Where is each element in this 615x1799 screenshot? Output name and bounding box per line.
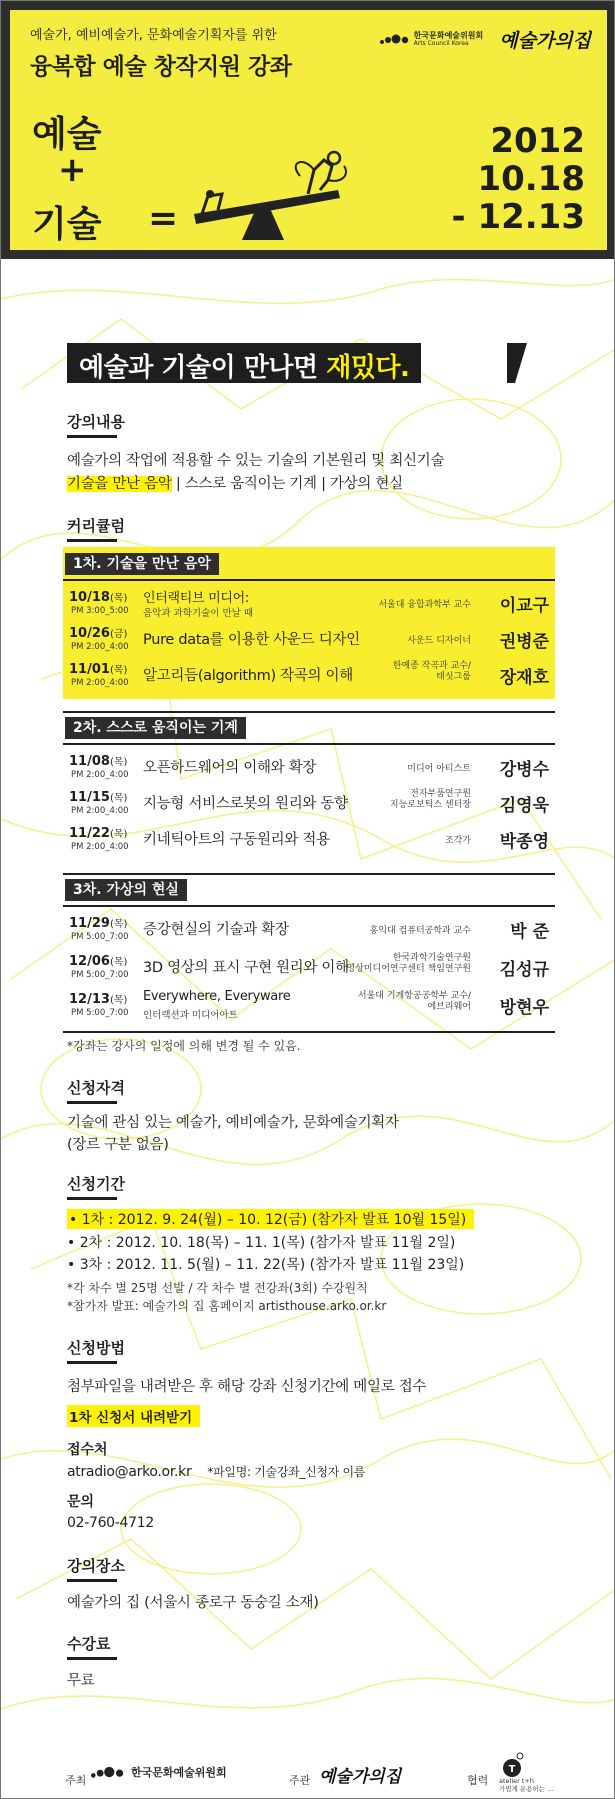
row-lecturer: 박 준: [510, 922, 549, 942]
table-row: [63, 913, 555, 947]
row-lecturer: 장재호: [499, 668, 549, 688]
headline-plus: +: [58, 150, 87, 190]
eligibility-heading: 신청자격: [67, 1077, 125, 1104]
lecture-line2: [67, 472, 403, 493]
eligibility-line1: 기술에 관심 있는 예술가, 예비예술가, 문화예술기획자: [67, 1115, 399, 1131]
period-second: • 2차 : 2012. 10. 18(목) – 11. 1(목) (참가자 발표 11월 2일): [67, 1235, 456, 1251]
row-lecturer: 권병준: [499, 632, 549, 652]
period-first: • 1차 : 2012. 9. 24(월) – 10. 12(금) (참가자 발표 10월 15일): [67, 1209, 474, 1229]
row-subtitle: 음악과 과학기술이 만날 때: [143, 608, 254, 619]
row-affiliation: 서울대 기계항공공학부 교수/ 에브리웨어: [357, 991, 471, 1013]
row-time: PM 2:00_4:00: [71, 806, 129, 816]
row-lecturer: 방현우: [499, 998, 549, 1018]
row-affiliation: 사운드 디자이너: [407, 636, 471, 646]
slogan-main: 예술과 기술이 만나면: [79, 353, 327, 383]
period-note2: *참가자 발표: 예술가의 집 홈페이지 artisthouse.arko.or.kr: [67, 1299, 387, 1313]
host-logo: [89, 1764, 227, 1780]
poster-header: [1, 1, 615, 259]
row-lecturer: 김성규: [499, 960, 549, 980]
part1-title: 1차. 기술을 만난 음악: [65, 553, 219, 575]
row-title: 인터랙티브 미디어:: [143, 591, 249, 606]
row-date: 10/18(목): [69, 590, 128, 605]
atelier-logo-icon: [499, 1752, 525, 1778]
part3-rule: [63, 905, 555, 907]
part3-bottom-rule: [63, 1031, 555, 1033]
event-year: 2012: [490, 121, 585, 161]
host-label: 주최: [65, 1774, 87, 1787]
receive-line: [67, 1463, 365, 1480]
row-affiliation: 한예종 작곡과 교수/ 태싯그룹: [392, 661, 471, 683]
row-time: PM 3:00_5:00: [71, 606, 129, 616]
row-date: 12/06(목): [69, 954, 128, 969]
row-lecturer: 이교구: [499, 596, 549, 616]
table-row: [63, 951, 555, 985]
row-affiliation: 홍익대 컴퓨터공학과 교수: [369, 926, 471, 936]
curriculum-part2: [63, 711, 555, 861]
curriculum-part1: [63, 547, 555, 699]
method-heading: 신청방법: [67, 1337, 125, 1364]
header-logos: [379, 26, 591, 53]
organizer-label: 주관: [289, 1774, 311, 1787]
row-title: 3D 영상의 표시 구현 원리와 이해: [143, 960, 349, 976]
lecture-highlight: 기술을 만난 음악: [67, 476, 172, 492]
table-row: [63, 989, 555, 1023]
fee-heading: 수강료: [67, 1633, 117, 1660]
row-subtitle: 인터랙션과 미디어아트: [143, 1010, 238, 1021]
row-affiliation: 전자부품연구원 지능로보틱스 센터장: [389, 789, 471, 811]
lecture-line1: 예술가의 작업에 적용할 수 있는 기술의 기본원리 및 최신기술: [67, 453, 445, 469]
event-date-start: 10.18: [477, 159, 585, 200]
period-heading: 신청기간: [67, 1173, 125, 1200]
row-affiliation: 미디어 아티스트: [407, 764, 471, 774]
host-name: 한국문화예술위원회: [131, 1766, 227, 1779]
partner-label: 협력: [467, 1774, 489, 1787]
table-row: [63, 587, 555, 621]
row-time: PM 5:00_7:00: [71, 932, 129, 942]
svg-text:T: T: [508, 1764, 516, 1775]
row-affiliation: 한국과학기술연구원 영상미디어연구센터 책임연구원: [346, 953, 471, 975]
download-form-button[interactable]: 1차 신청서 내려받기: [67, 1405, 200, 1427]
header-subtitle: 예술가, 예비예술가, 문화예술기획자를 위한: [30, 28, 277, 43]
event-dates: [452, 122, 586, 236]
row-date: 12/13(목): [69, 992, 128, 1007]
curriculum-heading: 커리큘럼: [67, 515, 125, 542]
headline-art: 예술: [32, 114, 102, 155]
slogan-highlight: 재밌다.: [326, 353, 410, 383]
row-title: 지능형 서비스로봇의 원리와 동향: [143, 796, 348, 812]
table-row: [63, 823, 555, 857]
table-row: [63, 623, 555, 657]
table-row: [63, 659, 555, 693]
row-time: PM 2:00_4:00: [71, 842, 129, 852]
contact-phone: 02-760-4712: [67, 1515, 154, 1531]
row-lecturer: 강병수: [499, 760, 549, 780]
part3-title: 3차. 가상의 현실: [65, 879, 187, 901]
period-third: • 3차 : 2012. 11. 5(월) – 11. 22(목) (참가자 발표 11월 23일): [67, 1257, 465, 1273]
row-time: PM 5:00_7:00: [71, 970, 129, 980]
seesaw-robot-illustration: [188, 150, 368, 246]
period-note1: *각 차수 별 25명 선발 / 각 차수 별 전강좌(3회) 수강원칙: [67, 1281, 368, 1295]
row-affiliation: 서울대 융합과학부 교수: [378, 600, 471, 610]
filename-note: *파일명: 기술강좌_신청자 이름: [207, 1465, 366, 1479]
contact-heading: 문의: [67, 1494, 95, 1510]
event-date-end: - 12.13: [451, 197, 585, 238]
receive-heading: 접수처: [67, 1442, 108, 1458]
lecture-heading: 강의내용: [67, 411, 125, 438]
curriculum-part3: [63, 873, 555, 1033]
row-title: 오픈하드웨어의 이해와 확장: [143, 760, 317, 776]
lecture-line2-rest: | 스스로 움직이는 기계 | 가상의 현실: [171, 476, 403, 492]
row-time: PM 2:00_4:00: [71, 770, 129, 780]
eligibility-line2: (장르 구분 없음): [67, 1137, 169, 1153]
venue-heading: 강의장소: [67, 1555, 125, 1582]
arko-logo-en: Arts Council Korea: [413, 39, 469, 47]
row-affiliation: 조각가: [444, 836, 471, 846]
poster-footer: [1, 1746, 615, 1799]
row-date: 11/29(목): [69, 916, 128, 931]
row-title: 알고리듬(algorithm) 작곡의 이해: [143, 668, 353, 684]
arko-logo-text: 한국문화예술위원회: [413, 31, 484, 41]
part1-rule: [63, 579, 555, 581]
headline-tech: 기술: [32, 204, 102, 245]
row-time: PM 2:00_4:00: [71, 642, 129, 652]
fee-line: 무료: [67, 1673, 95, 1689]
organizer-logo: 예술가의집: [319, 1767, 402, 1787]
header-title: 융복합 예술 창작지원 강좌: [30, 54, 292, 80]
row-title: 증강현실의 기술과 확장: [143, 922, 289, 938]
part2-rule: [63, 743, 555, 745]
row-lecturer: 김영욱: [499, 796, 549, 816]
arko-dots-icon: [89, 1764, 125, 1780]
row-date: 11/22(목): [69, 826, 128, 841]
artist-house-logo: 예술가의집: [499, 30, 591, 52]
arko-logo: [379, 31, 484, 47]
table-row: [63, 787, 555, 821]
venue-line: 예술가의 집 (서울시 종로구 동숭길 소재): [67, 1595, 319, 1611]
slogan-banner: [67, 343, 421, 383]
headline-equals: =: [148, 198, 179, 239]
row-time: PM 2:00_4:00: [71, 678, 129, 688]
row-title: Pure data를 이용한 사운드 디자인: [143, 632, 360, 648]
row-date: 11/15(목): [69, 790, 128, 805]
table-row: [63, 751, 555, 785]
partner-logo: [499, 1752, 554, 1793]
receive-email-link[interactable]: atradio@arko.or.kr: [67, 1464, 192, 1480]
row-title: Everywhere, Everyware: [143, 989, 291, 1004]
row-date: 11/01(목): [69, 662, 128, 677]
row-date: 11/08(목): [69, 754, 128, 769]
part3-top-rule: [63, 873, 555, 875]
curriculum-note: *강좌는 강사의 일정에 의해 변경 될 수 있음.: [67, 1039, 301, 1053]
row-lecturer: 박종영: [499, 832, 549, 852]
arko-dots-icon: [379, 32, 409, 46]
part2-top-rule: [63, 711, 555, 713]
method-line: 첨부파일을 내려받은 후 해당 강좌 신청기간에 메일로 접수: [67, 1379, 427, 1395]
row-title: 키네틱아트의 구동원리와 적용: [143, 832, 330, 848]
partner-subtext: 가볍게 운용하는 ...: [499, 1784, 554, 1793]
part2-title: 2차. 스스로 움직이는 기계: [65, 717, 246, 739]
row-time: PM 5:00_7:00: [71, 1008, 129, 1018]
partner-name: atelier t+h: [499, 1777, 534, 1785]
row-date: 10/26(금): [69, 626, 128, 641]
